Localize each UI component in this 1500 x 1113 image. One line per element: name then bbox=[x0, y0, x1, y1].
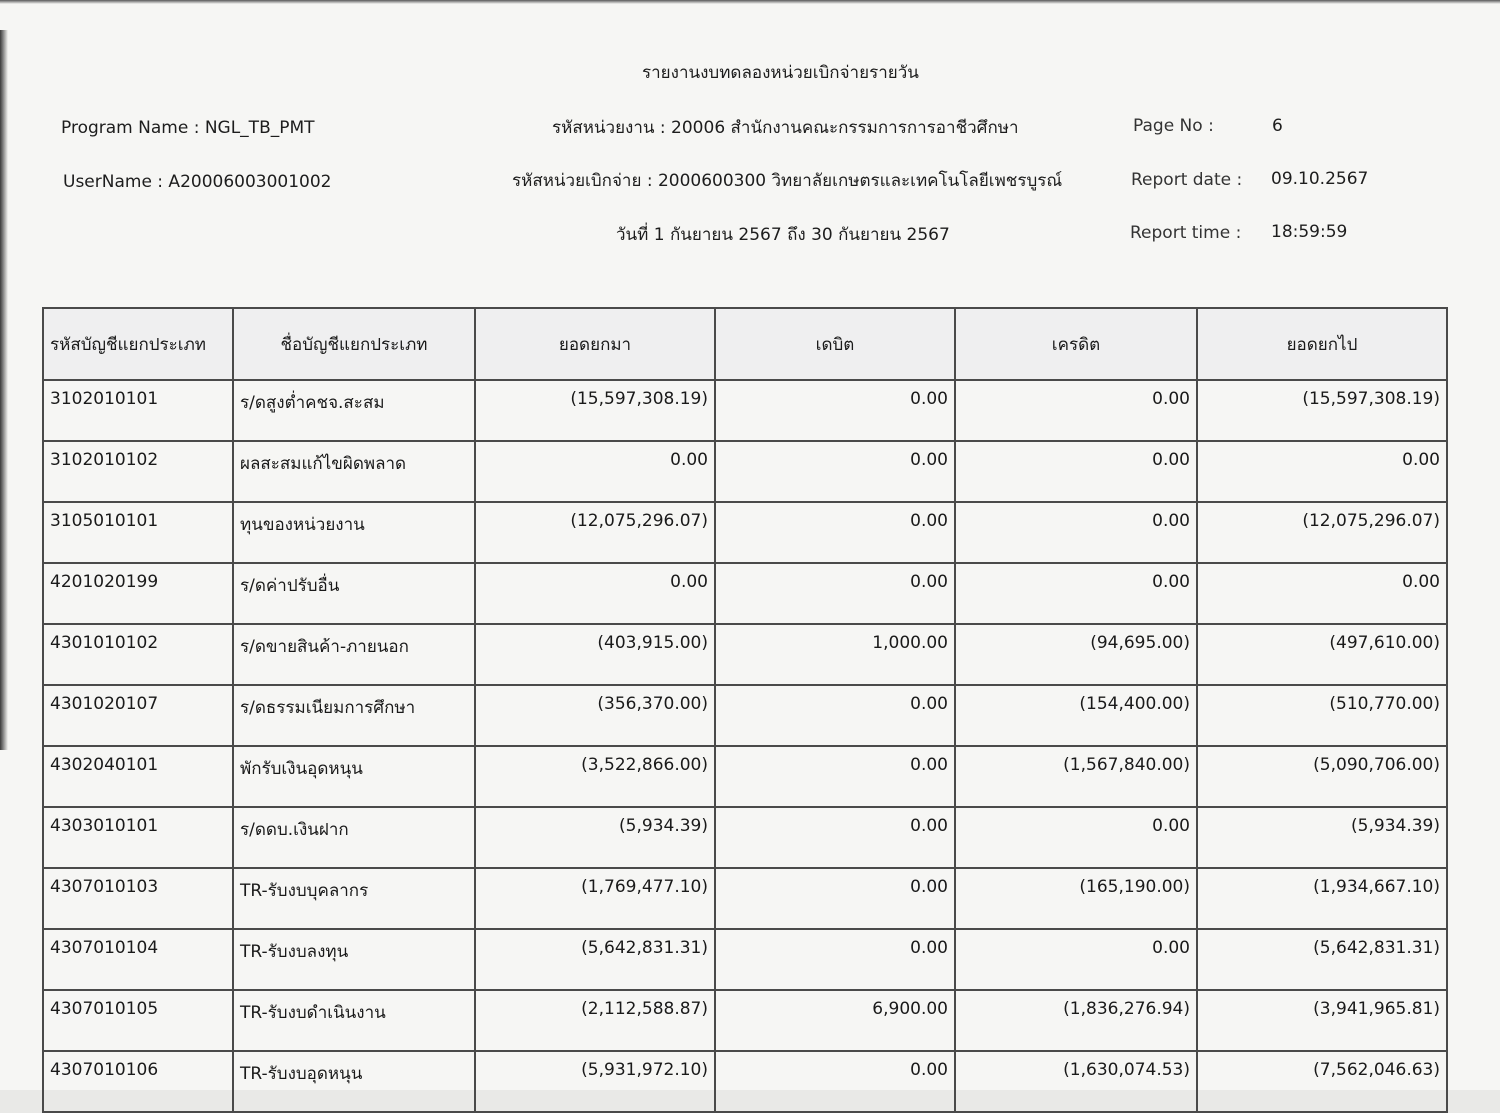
credit: 0.00 bbox=[955, 929, 1197, 990]
account-name: ร/ดค่าปรับอื่น bbox=[233, 563, 475, 624]
page-no-value: 6 bbox=[1272, 116, 1283, 136]
account-name: ร/ดดบ.เงินฝาก bbox=[233, 807, 475, 868]
page-left-shadow bbox=[0, 30, 8, 750]
account-name: ร/ดธรรมเนียมการศึกษา bbox=[233, 685, 475, 746]
debit: 0.00 bbox=[715, 1051, 955, 1112]
table-row bbox=[43, 563, 1447, 624]
user-name: UserName : A20006003001002 bbox=[63, 172, 332, 192]
account-code: 3105010101 bbox=[43, 502, 233, 563]
closing-balance: 0.00 bbox=[1197, 563, 1447, 624]
account-name: TR-รับงบบุคลากร bbox=[233, 868, 475, 929]
opening-balance: 0.00 bbox=[475, 441, 715, 502]
account-code: 4302040101 bbox=[43, 746, 233, 807]
page-top-shadow bbox=[0, 0, 1500, 4]
account-name: TR-รับงบอุดหนุน bbox=[233, 1051, 475, 1112]
opening-balance: 0.00 bbox=[475, 563, 715, 624]
credit: (1,567,840.00) bbox=[955, 746, 1197, 807]
closing-balance: (5,642,831.31) bbox=[1197, 929, 1447, 990]
opening-balance: (356,370.00) bbox=[475, 685, 715, 746]
opening-balance: (3,522,866.00) bbox=[475, 746, 715, 807]
credit: 0.00 bbox=[955, 502, 1197, 563]
account-name: พักรับเงินอุดหนุน bbox=[233, 746, 475, 807]
header-opening-balance: ยอดยกมา bbox=[475, 308, 715, 380]
header-credit: เครดิต bbox=[955, 308, 1197, 380]
credit: (1,630,074.53) bbox=[955, 1051, 1197, 1112]
table-row bbox=[43, 624, 1447, 685]
header-closing-balance: ยอดยกไป bbox=[1197, 308, 1447, 380]
debit: 0.00 bbox=[715, 685, 955, 746]
header-debit: เดบิต bbox=[715, 308, 955, 380]
credit: (94,695.00) bbox=[955, 624, 1197, 685]
debit: 6,900.00 bbox=[715, 990, 955, 1051]
closing-balance: (510,770.00) bbox=[1197, 685, 1447, 746]
table-row bbox=[43, 990, 1447, 1051]
closing-balance: 0.00 bbox=[1197, 441, 1447, 502]
opening-balance: (1,769,477.10) bbox=[475, 868, 715, 929]
opening-balance: (5,934.39) bbox=[475, 807, 715, 868]
closing-balance: (5,090,706.00) bbox=[1197, 746, 1447, 807]
account-code: 4201020199 bbox=[43, 563, 233, 624]
report-date-label: Report date : bbox=[1131, 170, 1243, 190]
credit: 0.00 bbox=[955, 380, 1197, 441]
account-code: 4307010104 bbox=[43, 929, 233, 990]
report-title: รายงานงบทดลองหน่วยเบิกจ่ายรายวัน bbox=[642, 63, 919, 83]
disbursing-unit: รหัสหน่วยเบิกจ่าย : 2000600300 วิทยาลัยเกษตรและเทคโนโลยีเพชรบูรณ์ bbox=[512, 171, 1063, 191]
debit: 0.00 bbox=[715, 929, 955, 990]
table-row bbox=[43, 1051, 1447, 1112]
account-name: ผลสะสมแก้ไขผิดพลาด bbox=[233, 441, 475, 502]
debit: 0.00 bbox=[715, 380, 955, 441]
table-row bbox=[43, 807, 1447, 868]
trial-balance-table bbox=[42, 307, 1448, 1113]
page-no-label: Page No : bbox=[1133, 116, 1214, 136]
account-code: 4303010101 bbox=[43, 807, 233, 868]
table-row bbox=[43, 929, 1447, 990]
header-account-code: รหัสบัญชีแยกประเภท bbox=[43, 308, 233, 380]
opening-balance: (12,075,296.07) bbox=[475, 502, 715, 563]
closing-balance: (15,597,308.19) bbox=[1197, 380, 1447, 441]
table-row bbox=[43, 502, 1447, 563]
closing-balance: (3,941,965.81) bbox=[1197, 990, 1447, 1051]
closing-balance: (7,562,046.63) bbox=[1197, 1051, 1447, 1112]
debit: 0.00 bbox=[715, 563, 955, 624]
credit: (165,190.00) bbox=[955, 868, 1197, 929]
credit: 0.00 bbox=[955, 441, 1197, 502]
credit: 0.00 bbox=[955, 563, 1197, 624]
table-header-row bbox=[43, 308, 1447, 380]
debit: 0.00 bbox=[715, 441, 955, 502]
account-name: TR-รับงบดำเนินงาน bbox=[233, 990, 475, 1051]
account-name: ร/ดสูงต่ำคชจ.สะสม bbox=[233, 380, 475, 441]
closing-balance: (1,934,667.10) bbox=[1197, 868, 1447, 929]
opening-balance: (15,597,308.19) bbox=[475, 380, 715, 441]
account-code: 4307010106 bbox=[43, 1051, 233, 1112]
debit: 0.00 bbox=[715, 746, 955, 807]
closing-balance: (12,075,296.07) bbox=[1197, 502, 1447, 563]
debit: 0.00 bbox=[715, 807, 955, 868]
account-name: ทุนของหน่วยงาน bbox=[233, 502, 475, 563]
table-row bbox=[43, 746, 1447, 807]
opening-balance: (403,915.00) bbox=[475, 624, 715, 685]
account-name: ร/ดขายสินค้า-ภายนอก bbox=[233, 624, 475, 685]
opening-balance: (5,642,831.31) bbox=[475, 929, 715, 990]
date-range: วันที่ 1 กันยายน 2567 ถึง 30 กันยายน 2567 bbox=[616, 225, 950, 245]
closing-balance: (5,934.39) bbox=[1197, 807, 1447, 868]
table-row bbox=[43, 868, 1447, 929]
account-code: 4307010105 bbox=[43, 990, 233, 1051]
opening-balance: (2,112,588.87) bbox=[475, 990, 715, 1051]
account-code: 4301020107 bbox=[43, 685, 233, 746]
account-code: 4307010103 bbox=[43, 868, 233, 929]
table-row bbox=[43, 685, 1447, 746]
report-time-label: Report time : bbox=[1130, 223, 1242, 243]
account-code: 4301010102 bbox=[43, 624, 233, 685]
account-code: 3102010101 bbox=[43, 380, 233, 441]
table-body bbox=[43, 380, 1447, 1112]
agency-code: รหัสหน่วยงาน : 20006 สำนักงานคณะกรรมการการอาชีวศึกษา bbox=[552, 118, 1019, 138]
credit: (154,400.00) bbox=[955, 685, 1197, 746]
report-date-value: 09.10.2567 bbox=[1271, 169, 1369, 189]
opening-balance: (5,931,972.10) bbox=[475, 1051, 715, 1112]
credit: (1,836,276.94) bbox=[955, 990, 1197, 1051]
account-code: 3102010102 bbox=[43, 441, 233, 502]
program-name: Program Name : NGL_TB_PMT bbox=[61, 118, 315, 138]
report-time-value: 18:59:59 bbox=[1271, 222, 1348, 242]
table-row bbox=[43, 441, 1447, 502]
account-name: TR-รับงบลงทุน bbox=[233, 929, 475, 990]
credit: 0.00 bbox=[955, 807, 1197, 868]
closing-balance: (497,610.00) bbox=[1197, 624, 1447, 685]
debit: 0.00 bbox=[715, 502, 955, 563]
header-account-name: ชื่อบัญชีแยกประเภท bbox=[233, 308, 475, 380]
table-row bbox=[43, 380, 1447, 441]
debit: 0.00 bbox=[715, 868, 955, 929]
debit: 1,000.00 bbox=[715, 624, 955, 685]
